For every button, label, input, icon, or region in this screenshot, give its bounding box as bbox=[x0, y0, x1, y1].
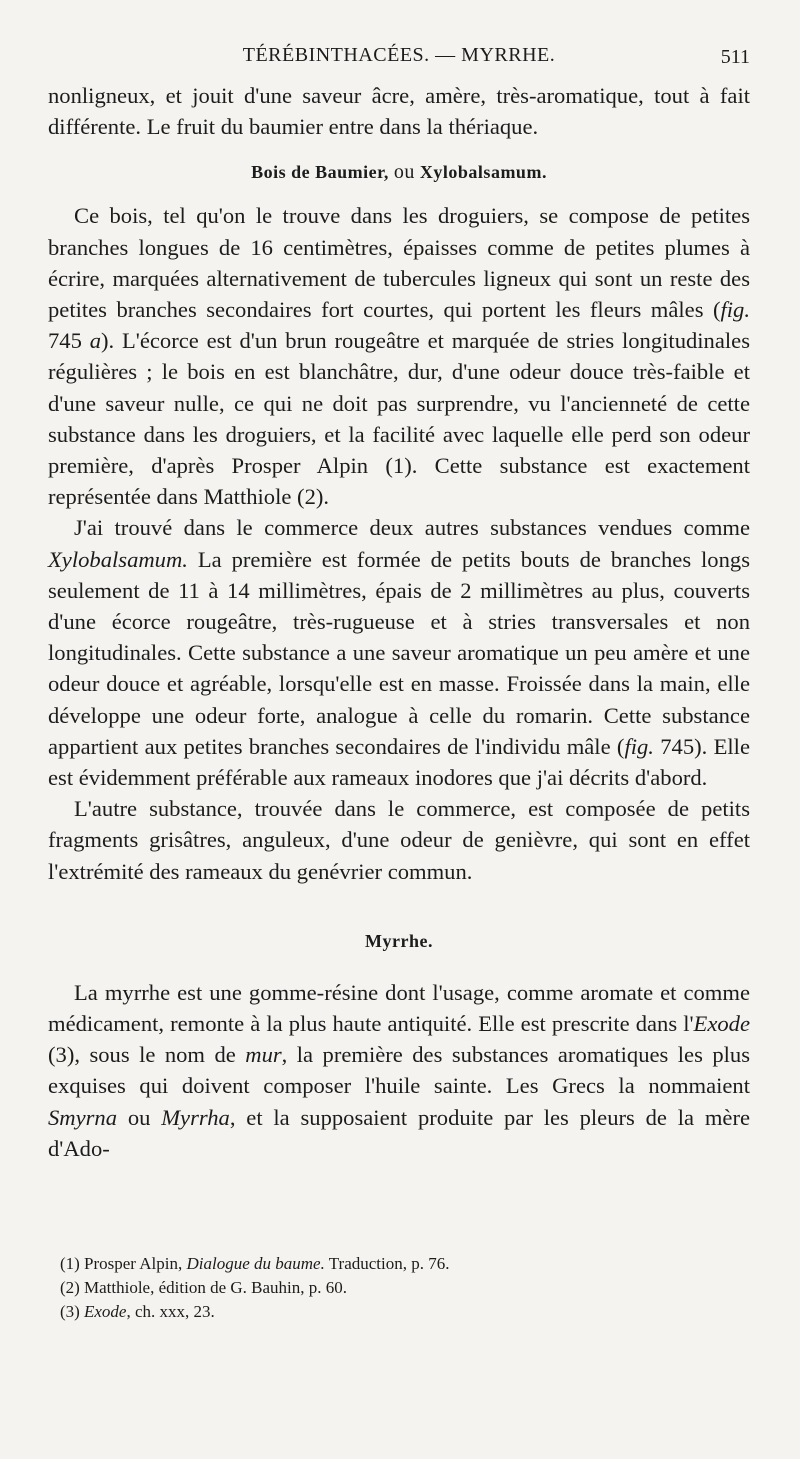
paragraph-continuation: nonligneux, et jouit d'une saveur âcre, amère, très-aromatique, tout à fait différente. Le fruit du baumier entre dans la thériaque. bbox=[48, 83, 750, 140]
footnote-italic: Dialogue du baume. bbox=[186, 1254, 325, 1273]
italic-fig: fig. bbox=[720, 297, 750, 323]
text-run: , la première des substances aromatiques les plus exquises qui doivent composer l'huile sainte. Les Grecs la nommaient bbox=[48, 1042, 750, 1099]
footnote-text-2: Traduction, p. 76. bbox=[324, 1254, 450, 1273]
paragraph-bois-description bbox=[48, 200, 750, 512]
text-run: La myrrhe est une gomme-résine dont l'usage, comme aromate et comme médicament, remonte à la plus haute antiquité. Elle est prescrite dans l' bbox=[48, 979, 750, 1037]
footnote-number: (2) bbox=[60, 1278, 80, 1297]
section-heading-bois-de-baumier bbox=[48, 158, 750, 186]
running-header bbox=[48, 40, 750, 70]
page-number: 511 bbox=[720, 46, 750, 68]
body-text bbox=[48, 80, 750, 1164]
footnote-2 bbox=[60, 1276, 750, 1300]
text-run: La première est formée de petits bouts de branches longs seulement de 11 à 14 millimètres, épais de 2 millimètres au plus, couverts d'une écorce rougeâtre, très-rugueuse et à stries transversales et non longitudinales. Cette substance a une saveur aromatique un peu amère et une odeur douce et agréable, lorsqu'elle est en masse. Froissée dans la main, elle développe une odeur forte, analogue à celle du romarin. Cette substance appartient aux petites branches secondaires de l'individu mâle ( bbox=[48, 546, 750, 759]
footnote-1 bbox=[60, 1252, 750, 1276]
text-run: ou bbox=[117, 1104, 162, 1130]
text-run: J'ai trouvé dans le commerce deux autres substances vendues comme bbox=[74, 515, 750, 541]
paragraph-myrrhe bbox=[48, 977, 750, 1164]
footnotes bbox=[60, 1252, 750, 1324]
italic-xylobalsamum: Xylobalsamum. bbox=[48, 546, 188, 572]
italic-letter: a bbox=[89, 328, 101, 354]
heading-bold-part: Bois de Baumier, bbox=[251, 162, 389, 183]
text-run: ). L'écorce est d'un brun rougeâtre et marquée de stries longitudinales régulières ; le bois en est blanchâtre, dur, d'une odeur douce très-faible et d'une saveur nulle, ce qui ne doit pas surprendre, vu l'ancienneté de cette substance dans les droguiers, et la facilité avec laquelle elle perd son odeur première, d'après Prosper Alpin (1). Cette substance est exactement représentée dans Matthiole (2). bbox=[48, 328, 750, 510]
footnote-3 bbox=[60, 1300, 750, 1324]
text-run: (3), sous le nom de bbox=[48, 1042, 246, 1068]
footnote-text-2: , ch. xxx, 23. bbox=[126, 1302, 215, 1321]
section-heading-myrrhe: Myrrhe. bbox=[365, 930, 433, 951]
text-run: 745 bbox=[48, 328, 90, 354]
footnote-text: Prosper Alpin, bbox=[84, 1254, 187, 1273]
footnote-text: Matthiole, édition de G. Bauhin, p. 60. bbox=[84, 1278, 347, 1297]
heading-normal-part: ou bbox=[393, 161, 415, 184]
italic-fig: fig. bbox=[624, 733, 654, 759]
running-title: TÉRÉBINTHACÉES. — MYRRHE. bbox=[242, 44, 556, 66]
italic-myrrha: Myrrha bbox=[161, 1104, 230, 1130]
italic-smyrna: Smyrna bbox=[48, 1104, 118, 1130]
paragraph-deux-substances bbox=[48, 512, 750, 793]
text-run: 745). Elle est évidemment préférable aux rameaux inodores que j'ai décrits d'abord. bbox=[48, 733, 750, 791]
italic-exode: Exode bbox=[693, 1011, 750, 1037]
footnote-number: (1) bbox=[60, 1254, 80, 1273]
footnote-number: (3) bbox=[60, 1302, 80, 1321]
text-run: Ce bois, tel qu'on le trouve dans les droguiers, se compose de petites branches longues de 16 centimètres, épaisses comme de petites plumes à écrire, marquées alternativement de tubercules ligneux qui sont un reste des petites branches secondaires fort courtes, qui portent les fleurs mâles ( bbox=[48, 203, 750, 323]
paragraph-autre-substance: L'autre substance, trouvée dans le commerce, est composée de petits fragments grisâtres, anguleux, d'une odeur de genièvre, qui sont en effet l'extrémité des rameaux du genévrier commun. bbox=[48, 796, 750, 884]
heading-bold-part-2: Xylobalsamum. bbox=[419, 162, 547, 183]
italic-mur: mur bbox=[245, 1042, 282, 1068]
text-run: , et la supposaient produite par les pleurs de la mère d'Ado- bbox=[48, 1104, 750, 1161]
footnote-italic: Exode bbox=[84, 1302, 127, 1321]
